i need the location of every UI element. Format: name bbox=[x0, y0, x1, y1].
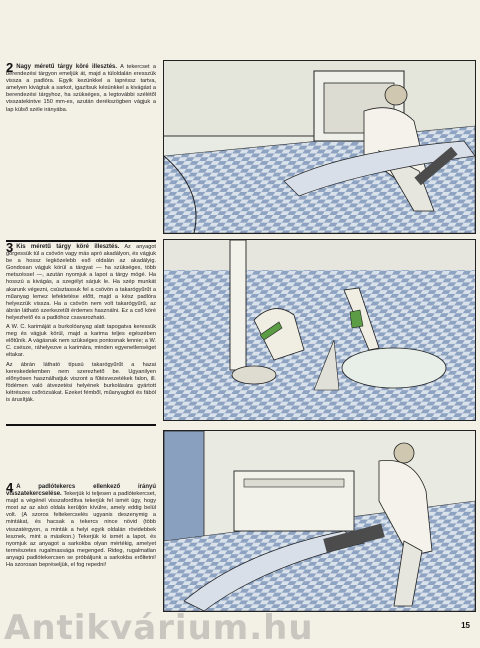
step-paragraph: A tekercset a berendezési tárgyon emeljük át, majd a túloldalán eresszük vissza a padlóra. Egyik kezünkkel a lapréssz tartva, amelyen kivágtuk a sarkot, igazítsuk késünkkel a kivágást a berendezési tárgyhoz, ha szükséges, a legtovábbi szélétől visszatekintve 150 mm-es, azután derékszögben vágjuk a lap külső széle irányába. bbox=[6, 64, 156, 113]
step-3-text bbox=[6, 240, 156, 406]
step-heading: A padlótekercs ellenkező irányú visszatekercselése. bbox=[6, 484, 156, 498]
step-paragraph: A W. C. karimáját a burkolóanyag alatt tapogatva keressük meg és vágjuk körül, majd a karima teljes egészében előtűnik. A vágásnak nem szükséges pontosnak lennie; a W. C. csésze, ráhelyezve a karimára, minden egyenetlenséget eltakar. bbox=[6, 324, 156, 359]
section-divider bbox=[6, 240, 156, 242]
step-heading: Kis méretű tárgy köré illesztés. bbox=[16, 244, 120, 250]
step-number: 2 bbox=[6, 60, 14, 75]
watermark: Antikvárium.hu bbox=[4, 608, 314, 648]
step-number: 3 bbox=[6, 240, 14, 255]
illustration-step-4 bbox=[163, 430, 476, 612]
step-paragraph: Tekerjük ki teljesen a padlótekercset, majd a végénél visszafordítva tekerjük fel ismét úgy, hogy most az az alsó oldala kerüljön kívülre, amely eddig belül volt. (A szoros feltekercselés ugyanis deszenymig a mintákat, és hacsak a tekercs nince növid (több visszatérgyon, a minták a helyi egyik oldalán rövidebbek lesznek, mint a másikon.) Tekerjük ki ismét a lapot, és nyomjuk az anyagot a sarkokba olyan mértékig, amelyet természetes rugalmassága megenged. Rideg, rugalmatlan anyagú padlótekercsen se próbáljunk a sarkokba erőltetni! Ha szorosan bepréseljük, el fog repedni! bbox=[6, 491, 156, 569]
step-paragraph: Az ábrán látható típusú takarógyűrűt a hazai kereskedelemben nem szerezhető be. Ugyanilyen előnyösen használhatjuk viszont a fűtésvezetékek falon, ill. födémen való átvezetési helyének burkolására gyártott kétrészes csőrózsákat. Ezeket fémből, műanyagból és fából is árusítják. bbox=[6, 361, 156, 403]
section-divider bbox=[6, 424, 156, 426]
illustration-step-2 bbox=[163, 60, 476, 234]
step-2-text bbox=[6, 60, 156, 116]
illustration-step-3 bbox=[163, 239, 476, 421]
step-heading: Nagy méretű tárgy köré illesztés. bbox=[16, 64, 118, 70]
page-number: 15 bbox=[461, 621, 470, 630]
step-number: 4 bbox=[6, 480, 14, 495]
step-paragraph: Az anyagot görgessük túl a csövön vagy más apró akadályon, és vágjuk be a hossz legközelebb eső oldalán az akadályig. Gondosan vágjuk körül a tárgyat — ha szükséges, több metszéssel —, azután nyomjuk a lapot a tárgy mögé. Ha hosszú a kivágás, a szegélyt sárjuk le. Ha szép munkát akarunk végezni, csúsztassuk fel a csövön a takarógyűrűt a műanyag lemez lefektetése előtt, majd a kész padlóra helyezzük vissza. Ha a csövön nem volt takarógyűrű, az ábrán látható szerkezetűt érdemes használni. Ez a cső köré helyezhető és a padlóhoz csavarozható. bbox=[6, 244, 156, 321]
step-4-text bbox=[6, 480, 156, 571]
